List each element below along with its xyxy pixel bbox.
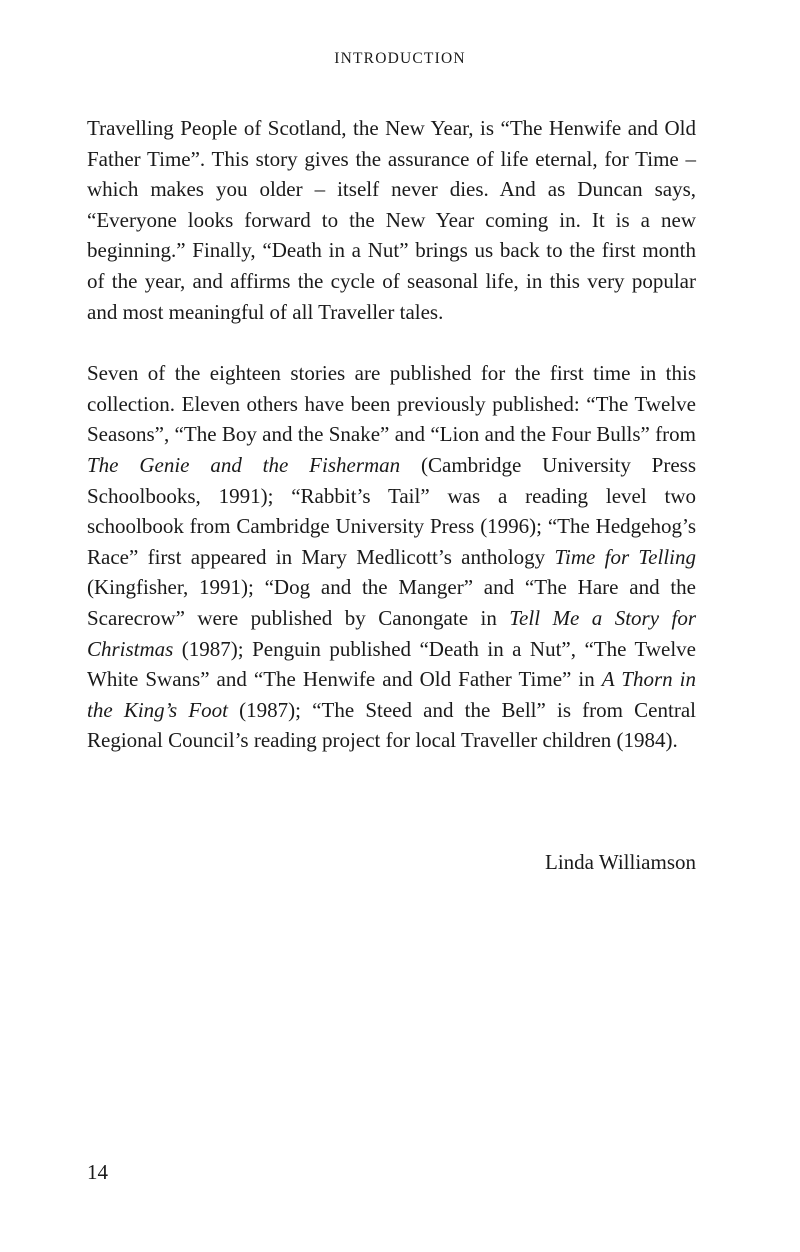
- book-title-thorn: A Thorn in the King’s Foot: [87, 667, 696, 722]
- paragraph-2-text-5: (1987); “The Steed and the Bell” is from Central Regional Council’s reading project for local Traveller children (1984).: [87, 697, 696, 753]
- paragraph-2-text-2: (Cambridge University Press Schoolbooks, 1991); “Rabbit’s Tail” was a reading level two schoolbook from Cambridge University Press (1996); “The Hedgehog’s Race” first appeared in Mary Medlicott’s anthology: [87, 452, 696, 569]
- running-head: INTRODUCTION: [334, 50, 466, 67]
- paragraph-2: [87, 358, 696, 756]
- paragraph-2-text-1: Seven of the eighteen stories are published for the first time in this collection. Eleven others have been previously published: “The Twelve Seasons”, “The Boy and the Snake” and “Lion and the Four Bulls” from: [87, 361, 696, 447]
- book-title-tell-me-a-story: Tell Me a Story for Christmas: [87, 605, 696, 661]
- book-title-time-for-telling: Time for Telling: [554, 544, 696, 569]
- paragraph-2-text-4: (1987); Penguin published “Death in a Nut”, “The Twelve White Swans” and “The Henwife and Old Father Time” in: [87, 636, 696, 692]
- book-title-genie: The Genie and the Fisherman: [87, 452, 401, 477]
- page-number: 14: [87, 1160, 108, 1184]
- paragraph-1: Travelling People of Scotland, the New Year, is “The Henwife and Old Father Time”. This story gives the assurance of life eternal, for Time – which makes you older – itself never dies. And as Duncan says, “Everyone looks forward to the New Year coming in. It is a new beginning.” Finally, “Death in a Nut” brings us back to the first month of the year, and affirms the cycle of seasonal life, in this very popular and most meaningful of all Traveller tales.: [87, 116, 696, 324]
- author-signature: Linda Williamson: [545, 850, 696, 874]
- body-text: [87, 113, 696, 756]
- paragraph-2-text-3: (Kingfisher, 1991); “Dog and the Manger” and “The Hare and the Scarecrow” were published by Canongate in: [87, 575, 696, 630]
